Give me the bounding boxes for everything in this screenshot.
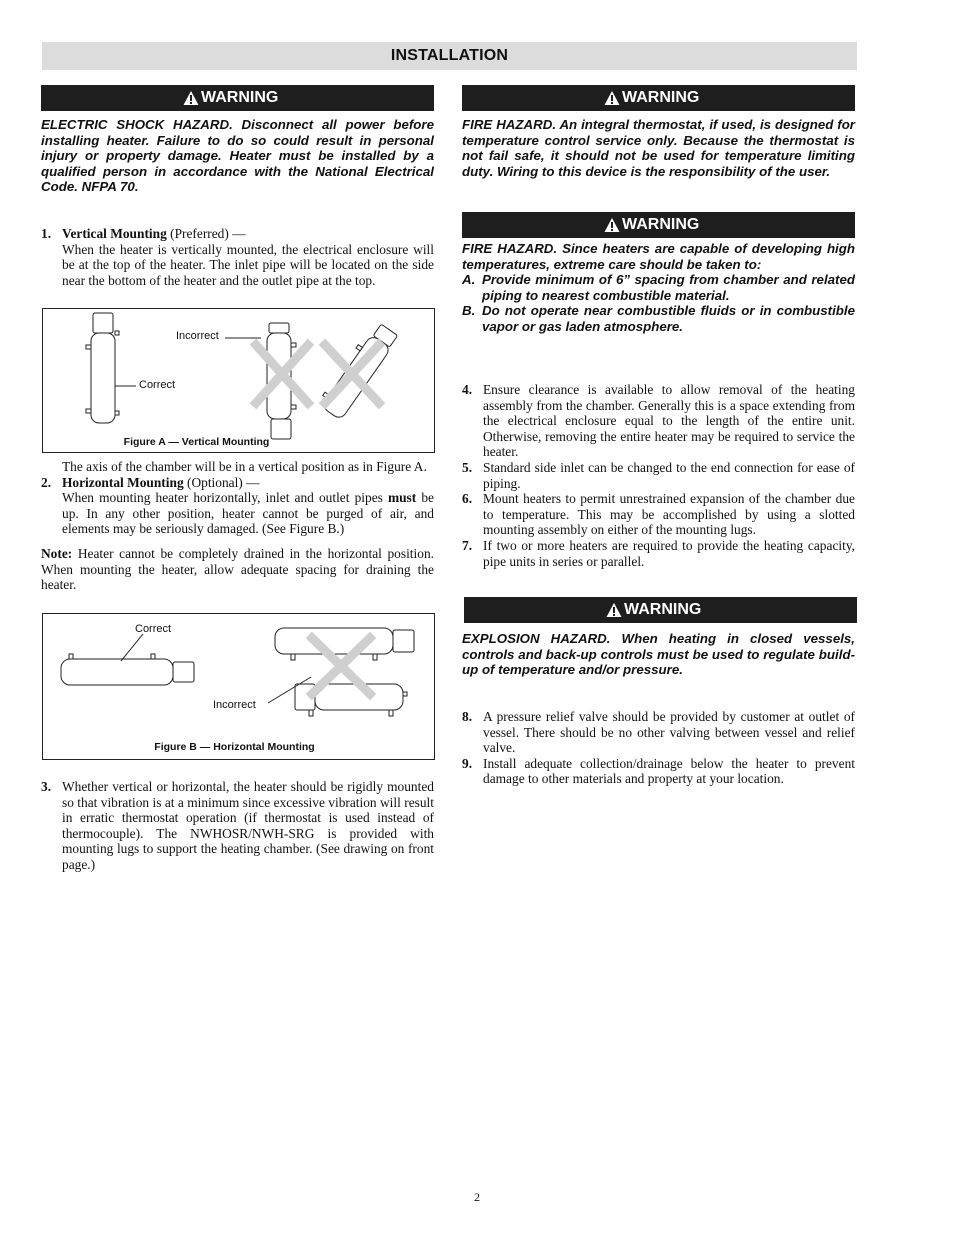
warning-text-fire-thermostat	[462, 117, 855, 179]
step-body: A pressure relief valve should be provided by customer at outlet of vessel. There should be no other valving between vessel and relief valve.	[483, 709, 855, 756]
step-9	[462, 756, 855, 787]
warning-triangle-icon	[606, 602, 622, 618]
step-8	[462, 709, 855, 756]
step-body: Mount heaters to permit unrestrained expansion of the chamber due to temperature. This may be accomplished by using a slotted mounting assembly on either of the mounting lugs.	[483, 491, 855, 538]
step-number: 4.	[462, 382, 473, 397]
page-number: 2	[474, 1190, 480, 1204]
step-body: The axis of the chamber will be in a vertical position as in Figure A.	[62, 459, 427, 474]
warning-body: ELECTRIC SHOCK HAZARD. Disconnect all power before installing heater. Failure to do so could result in personal injury or property damage. Heater must be installed by a qualified person in accordance with the National Electrical Code. NFPA 70.	[41, 117, 434, 194]
warning-text-explosion	[462, 631, 855, 678]
step-5	[462, 460, 855, 491]
step-body-emphasis: must	[387, 490, 417, 506]
figure-a-correct-label: Correct	[139, 379, 176, 391]
step-body: Whether vertical or horizontal, the heater should be rigidly mounted so that vibration is at a minimum since excessive vibration will result in erratic thermostat operation (if thermostat is used instead of thermocouple). The NWHOSR/NWH-SRG is provided with mounting lugs to support the heating chamber. (See drawing on front page.)	[62, 779, 434, 872]
step-number: 3.	[41, 779, 52, 794]
step-number: 7.	[462, 537, 473, 553]
section-header-bar	[42, 42, 857, 70]
warning-banner-fire-temperature	[462, 212, 855, 238]
step-number: 2.	[41, 474, 52, 490]
step-number: 9.	[462, 755, 473, 771]
step-body: Install adequate collection/drainage below the heater to prevent damage to other materials and property at your location.	[483, 755, 855, 787]
correct-heater-illustration	[61, 654, 194, 685]
warning-text-fire-temperature	[462, 241, 855, 334]
step-body: If two or more heaters are required to provide the heating capacity, pipe units in series or parallel.	[483, 537, 855, 569]
figure-b-correct-label: Correct	[135, 623, 172, 635]
warning-item-text: Do not operate near combustible fluids or in combustible vapor or gas laden atmosphere.	[482, 303, 855, 334]
correct-heater-illustration	[86, 313, 119, 423]
warning-label: WARNING	[201, 89, 279, 106]
warning-text-electric	[41, 117, 434, 195]
steps-8-to-9	[462, 709, 855, 787]
warning-triangle-icon	[183, 90, 199, 106]
figure-b	[42, 613, 435, 760]
warning-item-label: A.	[462, 272, 476, 287]
warning-banner-explosion	[464, 597, 857, 623]
warning-body: EXPLOSION HAZARD. When heating in closed vessels, controls and back-up controls must be used to regulate build-up of temperature and/or pressure.	[462, 631, 855, 677]
warning-item-label: B.	[462, 303, 476, 318]
step-number: 8.	[462, 709, 473, 724]
figure-b-caption: Figure B — Horizontal Mounting	[154, 741, 315, 753]
figure-a	[42, 308, 435, 453]
step-number: 1.	[41, 226, 52, 241]
figure-b-incorrect-label: Incorrect	[213, 699, 256, 711]
warning-label: WARNING	[622, 89, 700, 106]
step-body: Standard side inlet can be changed to the end connection for ease of piping.	[483, 459, 855, 491]
warning-banner-fire-thermostat	[462, 85, 855, 111]
step-suffix: (Preferred) —	[166, 226, 246, 241]
note-text: Heater cannot be completely drained in the horizontal position. When mounting the heater, allow adequate spacing for draining the heater.	[41, 545, 434, 593]
warning-body: FIRE HAZARD. Since heaters are capable of developing high temperatures, extreme care should be taken to:	[462, 241, 855, 272]
step-1	[41, 226, 434, 288]
step-body: When the heater is vertically mounted, the electrical enclosure will be at the top of the heater. The inlet pipe will be located on the side near the bottom of the heater and the outlet pipe at the top.	[62, 241, 434, 288]
warning-banner-electric	[41, 85, 434, 111]
figure-a-caption: Figure A — Vertical Mounting	[123, 436, 270, 448]
warning-item-text: Provide minimum of 6” spacing from chamber and related piping to nearest combustible material.	[482, 272, 855, 303]
step-body: be up. In any other position, heater cannot be purged of air, and elements may be seriously damaged. (See Figure B.)	[62, 490, 434, 537]
step-title: Vertical Mounting	[62, 226, 167, 241]
warning-triangle-icon	[604, 90, 620, 106]
step-body: When mounting heater horizontally, inlet and outlet pipes	[62, 490, 388, 506]
step-title: Horizontal Mounting	[62, 474, 184, 490]
warning-label: WARNING	[624, 601, 702, 618]
step-number: 6.	[462, 491, 473, 507]
figure-b-drawing	[43, 614, 434, 759]
step-4	[462, 382, 855, 460]
step-suffix: (Optional) —	[183, 474, 260, 490]
incorrect-heater-illustration-1	[275, 628, 414, 660]
step-2	[41, 475, 434, 537]
warning-triangle-icon	[604, 217, 620, 233]
note	[41, 546, 434, 593]
figure-a-drawing	[43, 309, 434, 452]
note-label: Note:	[41, 545, 73, 561]
step-6	[462, 491, 855, 538]
warning-body: FIRE HAZARD. An integral thermostat, if used, is designed for temperature control service only. Because the thermostat is not fail safe, it should not be used for temperature limiting duty. Wiring to this device is the responsibility of the user.	[462, 117, 855, 179]
step-number: 5.	[462, 459, 473, 475]
step-body: Ensure clearance is available to allow removal of the heating assembly from the chamber. Generally this is a space extending from the electrical enclosure equal to the length of the entire unit. Otherwise, removing the entire heater may be required to service the heater.	[483, 382, 855, 460]
figure-a-incorrect-label: Incorrect	[176, 330, 219, 342]
section-title: INSTALLATION	[390, 47, 509, 64]
step-3	[41, 779, 434, 873]
warning-label: WARNING	[622, 216, 700, 233]
step-7	[462, 538, 855, 569]
step-1-continued	[41, 459, 434, 593]
steps-4-to-7	[462, 382, 855, 569]
